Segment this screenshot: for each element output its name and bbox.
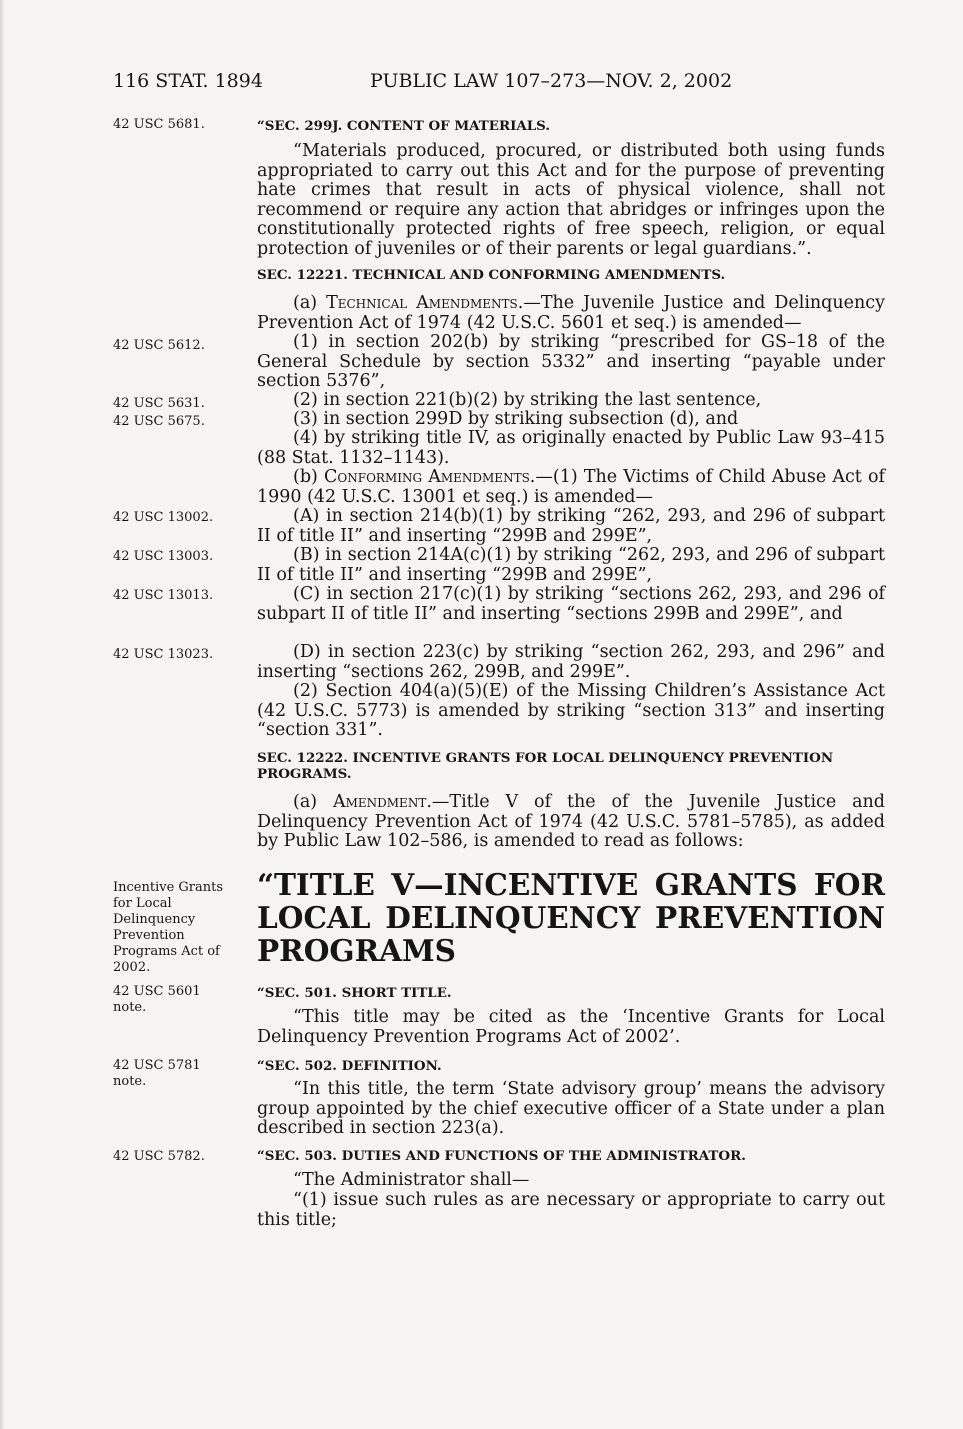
margin-note: 42 USC 13013.	[113, 588, 214, 603]
margin-note: 42 USC 13023.	[113, 647, 214, 662]
margin-note: 42 USC 5782.	[113, 1149, 205, 1164]
running-head: PUBLIC LAW 107–273—NOV. 2, 2002	[370, 70, 733, 92]
subparagraph-c: (C) in section 217(c)(1) by striking “sections 262, 293, and 296 of subpart II of title II” and inserting “sections 299B and 299E”, and	[257, 584, 885, 624]
margin-note: 42 USC 5781 note.	[113, 1058, 201, 1089]
subsection-b: (b) Conforming Amendments.—(1) The Victims of Child Abuse Act of 1990 (42 U.S.C. 13001 et seq.) is amended—	[257, 467, 885, 507]
subparagraph-d: (D) in section 223(c) by striking “section 262, 293, and 296” and inserting “sections 262, 299B, and 299E”.	[257, 642, 885, 682]
subsection-text: (1) The Victims of Child Abuse Act of 1990 (42 U.S.C. 13001 et seq.) is amended—	[257, 467, 885, 507]
paragraph-b2: (2) Section 404(a)(5)(E) of the Missing Children’s Assistance Act (42 U.S.C. 5773) is amended by striking “section 313” and inserting “section 331”.	[257, 681, 885, 740]
amendment-paragraph: (a) Amendment.—Title V of the of the Juvenile Justice and Delinquency Prevention Act of 1974 (42 U.S.C. 5781–5785), as added by Public Law 102–586, is amended to read as follows:	[257, 792, 885, 851]
margin-note-act-name: Incentive Grants for Local Delinquency Prevention Programs Act of 2002.	[113, 880, 224, 975]
margin-note: 42 USC 13002.	[113, 510, 214, 525]
paragraph-2: (2) in section 221(b)(2) by striking the last sentence,	[293, 390, 762, 410]
subsection-text: The Juvenile Justice and Delinquency Prevention Act of 1974 (42 U.S.C. 5601 et seq.) is amended—	[257, 293, 885, 333]
subsection-a: (a) Technical Amendments.—The Juvenile Justice and Delinquency Prevention Act of 1974 (42 U.S.C. 5601 et seq.) is amended—	[257, 293, 885, 333]
paragraph-3: (3) in section 299D by striking subsection (d), and	[293, 409, 739, 429]
section-heading: “SEC. 299J. CONTENT OF MATERIALS.	[257, 118, 551, 134]
amendment-label: Amendment	[332, 792, 427, 812]
margin-note: 42 USC 5601 note.	[113, 984, 201, 1015]
section-heading: SEC. 12221. TECHNICAL AND CONFORMING AMENDMENTS.	[257, 267, 726, 283]
stat-page-number: 116 STAT. 1894	[113, 70, 263, 92]
subsection-label: Technical Amendments	[326, 293, 518, 313]
section-lead: “The Administrator shall—	[293, 1170, 530, 1190]
section-heading: “SEC. 502. DEFINITION.	[257, 1058, 442, 1074]
margin-note: 42 USC 5681.	[113, 117, 205, 132]
page-header	[113, 69, 893, 93]
margin-note: 42 USC 13003.	[113, 549, 214, 564]
margin-note: 42 USC 5675.	[113, 414, 205, 429]
paragraph-1: “(1) issue such rules as are necessary or appropriate to carry out this title;	[257, 1190, 885, 1230]
section-heading: SEC. 12222. INCENTIVE GRANTS FOR LOCAL DELINQUENCY PREVENTION PROGRAMS.	[257, 750, 834, 782]
margin-note: 42 USC 5612.	[113, 338, 205, 353]
title-v-heading: “TITLE V—INCENTIVE GRANTS FOR LOCAL DELINQUENCY PREVENTION PROGRAMS	[257, 867, 885, 968]
page-spine-shadow	[0, 0, 5, 1429]
section-paragraph: “This title may be cited as the ‘Incentive Grants for Local Delinquency Prevention Programs Act of 2002’.	[257, 1007, 885, 1047]
section-heading: “SEC. 501. SHORT TITLE.	[257, 985, 452, 1001]
subparagraph-b: (B) in section 214A(c)(1) by striking “262, 293, and 296 of subpart II of title II” and inserting “299B and 299E”,	[257, 545, 885, 585]
section-heading: “SEC. 503. DUTIES AND FUNCTIONS OF THE ADMINISTRATOR.	[257, 1148, 746, 1164]
subparagraph-a: (A) in section 214(b)(1) by striking “262, 293, and 296 of subpart II of title II” and inserting “299B and 299E”,	[257, 506, 885, 546]
margin-note: 42 USC 5631.	[113, 396, 205, 411]
paragraph-1: (1) in section 202(b) by striking “prescribed for GS–18 of the General Schedule by section 5332” and inserting “payable under section 5376”,	[257, 332, 885, 391]
section-paragraph: “In this title, the term ‘State advisory group’ means the advisory group appointed by the chief executive officer of a State under a plan described in section 223(a).	[257, 1079, 885, 1138]
section-paragraph: “Materials produced, procured, or distributed both using funds appropriated to carry out this Act and for the purpose of preventing hate crimes that result in acts of physical violence, shall not recommend or require any action that abridges or infringes upon the constitutionally protected rights of free speech, religion, or equal protection of juveniles or of their parents or legal guardians.”.	[257, 141, 885, 259]
amendment-text: Title V of the of the Juvenile Justice and Delinquency Prevention Act of 1974 (42 U.S.C. 5781–5785), as added by Public Law 102–586, is amended to read as follows:	[257, 792, 885, 851]
paragraph-4: (4) by striking title IV, as originally enacted by Public Law 93–415 (88 Stat. 1132–1143).	[257, 428, 885, 468]
subsection-label: Conforming Amendments	[324, 467, 530, 487]
